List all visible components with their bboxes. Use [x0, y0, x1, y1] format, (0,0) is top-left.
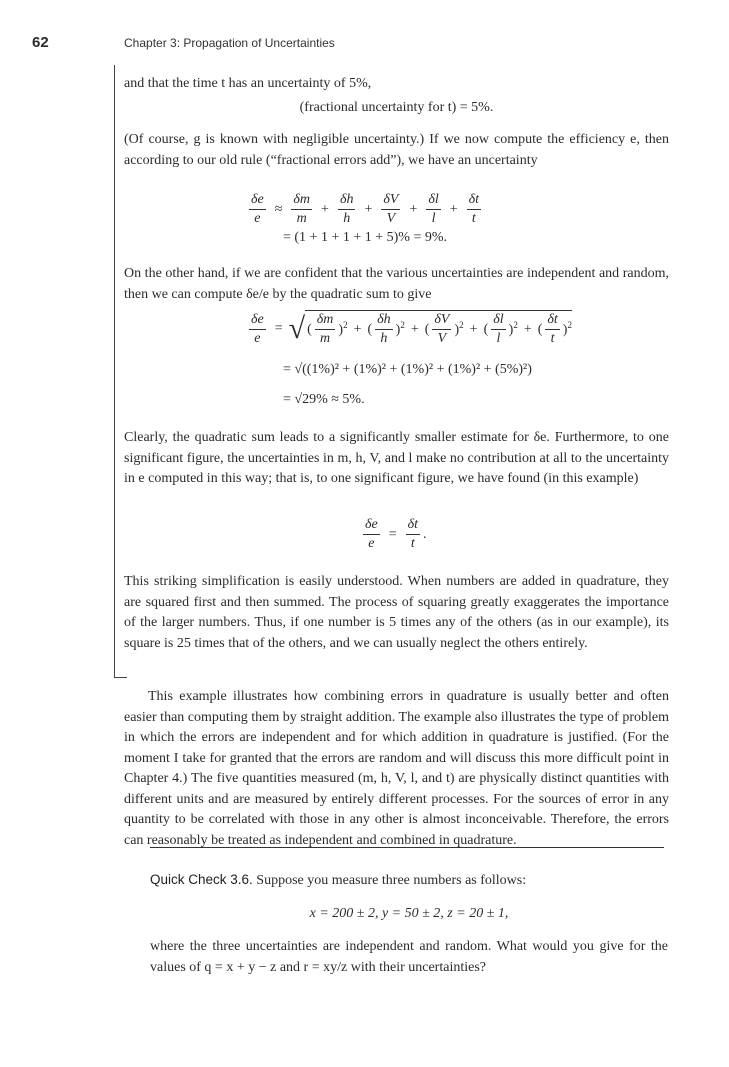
- equation-quadrature-result: = √29% ≈ 5%.: [283, 392, 365, 407]
- page-header: [32, 34, 689, 58]
- quick-check-intro: Suppose you measure three numbers as follows:: [256, 873, 527, 888]
- quick-check-question: where the three uncertainties are independent and random. What would you give for the values of q = x + y − z and r = xy/z with their uncertainties?: [150, 939, 668, 975]
- margin-bar: [114, 65, 115, 677]
- equation-t: (fractional uncertainty for t) = 5%.: [299, 100, 494, 115]
- equation-linear-result: = (1 + 1 + 1 + 1 + 5)% = 9%.: [283, 230, 448, 245]
- quick-check-label: Quick Check 3.6.: [150, 872, 253, 887]
- paragraph-4: This striking simplification is easily understood. When numbers are added in quadrature, they are squared first and then summed. The process of squaring greatly exaggerates the importance of the larger numbers. Thus, if one number is 5 times any of the others (as in our example), its square is 25 times that of the others, and we can usually neglect the others entirely.: [124, 574, 669, 651]
- margin-bar-tick: [114, 677, 127, 678]
- equation-linear-sum: $\frac{\delta e}{e}$ ≈ $\frac{\delta m}{m}$ + $\frac{\delta h}{h}$ + $\frac{\delta V}{V}$ + $\frac{\delta l}{l}$ + $\frac{\delta t}{t}$: [251, 192, 480, 226]
- equation-quadrature: $\frac{\delta e}{e}$ = √ ( $\frac{\delta m}{m}$ )$^2$ + ( $\frac{\delta h}{h}$ )$^2$ + ( $\frac{\delta V}{V}$ )$^2$ + ( $\frac{\delta l}{l}$ )$^2$ + ( $\frac{\delta t}{t}$ )$^2$: [251, 311, 572, 346]
- paragraph-2: On the other hand, if we are confident that the various uncertainties are independent and random, then we can compute δe/e by the quadratic sum to give: [124, 266, 669, 302]
- quick-check-rule: [150, 847, 664, 848]
- line-1: and that the time t has an uncertainty of 5%,: [124, 76, 372, 91]
- paragraph-5: This example illustrates how combining errors in quadrature is usually better and often easier than computing them by straight addition. The example also illustrates the type of problem in which the errors are independent and for which addition in quadrature is justified. (For the moment I take for granted that the errors are random and will discuss this more difficult point in Chapter 4.) The five quantities measured (m, h, V, l, and t) are physically distinct quantities with different units and are measured by entirely different processes. For the sources of error in any quantity to be correlated with those in any other is almost inconceivable. Therefore, the errors can reasonably be treated as independent and combined in quadrature.: [124, 689, 669, 848]
- running-head: Chapter 3: Propagation of Uncertainties: [124, 36, 335, 50]
- paragraph-3: Clearly, the quadratic sum leads to a significantly smaller estimate for δe. Furthermore, to one significant figure, the uncertainties in m, h, V, and l make no contribution at all to the uncertainty in e computed in this way; that is, to one significant figure, we have found (in this example): [124, 430, 669, 486]
- quick-check-values: x = 200 ± 2, y = 50 ± 2, z = 20 ± 1,: [309, 906, 509, 921]
- equation-conclusion: $\frac{\delta e}{e}$ = $\frac{\delta t}{t}$ .: [365, 517, 427, 551]
- page-number: 62: [32, 34, 49, 51]
- equation-quadrature-numbers: = √((1%)² + (1%)² + (1%)² + (1%)² + (5%)²): [283, 362, 532, 377]
- paragraph-1: (Of course, g is known with negligible uncertainty.) If we now compute the efficiency e, then according to our old rule (“fractional errors add”), we have an uncertainty: [124, 132, 669, 168]
- quick-check-intro-line: [150, 870, 668, 892]
